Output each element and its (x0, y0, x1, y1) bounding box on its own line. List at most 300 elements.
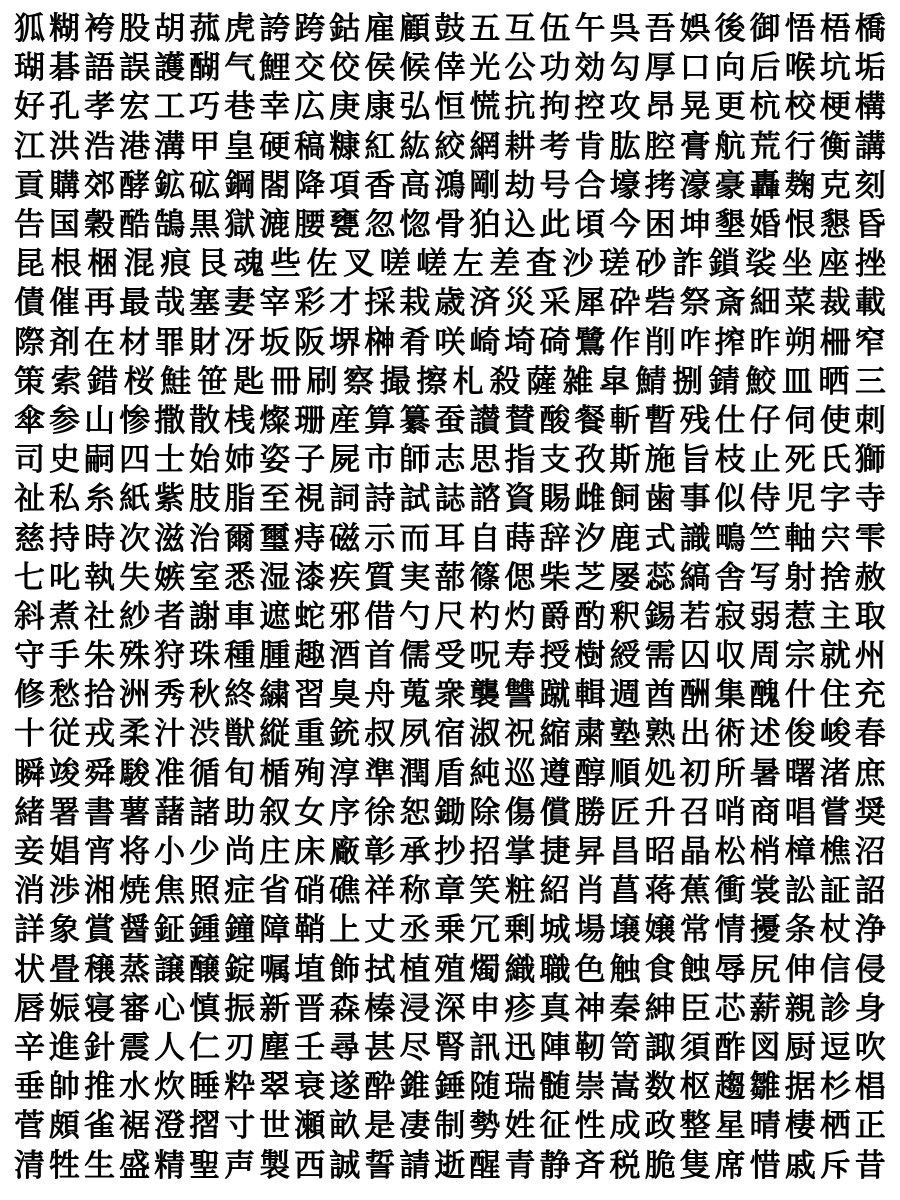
glyph-cell: 進 (49, 1029, 81, 1066)
glyph-cell: 序 (329, 794, 361, 831)
glyph-cell: 酵 (119, 167, 151, 204)
glyph-cell: 史 (49, 442, 81, 479)
glyph-cell: 四 (119, 442, 151, 479)
glyph-cell: 晋 (294, 990, 326, 1027)
glyph-cell: 志 (434, 442, 466, 479)
glyph-cell: 質 (364, 559, 396, 596)
glyph-cell: 思 (469, 442, 501, 479)
glyph-cell: 鵠 (154, 207, 186, 244)
glyph-cell: 屡 (609, 559, 641, 596)
glyph-cell: 行 (784, 128, 816, 165)
glyph-cell: 昌 (609, 834, 641, 871)
glyph-cell: 済 (469, 285, 501, 322)
glyph-cell: 皐 (599, 363, 630, 400)
glyph-cell: 狛 (469, 207, 501, 244)
glyph-cell: 仕 (714, 402, 746, 439)
glyph-cell: 恨 (784, 207, 816, 244)
glyph-cell: 人 (154, 1029, 186, 1066)
glyph-cell: 腎 (434, 1029, 466, 1066)
glyph-row (14, 1146, 886, 1185)
glyph-cell: 爾 (224, 520, 256, 557)
glyph-cell: 随 (469, 1069, 501, 1106)
glyph-row (14, 637, 886, 676)
glyph-cell: 失 (119, 559, 151, 596)
glyph-cell: 商 (749, 794, 781, 831)
glyph-cell: 残 (679, 402, 711, 439)
glyph-cell: 式 (644, 520, 676, 557)
glyph-cell: 耕 (504, 128, 536, 165)
glyph-cell: 償 (539, 794, 571, 831)
glyph-cell: 娼 (49, 834, 81, 871)
glyph-cell: 骨 (434, 207, 466, 244)
glyph-cell: 浸 (399, 990, 431, 1027)
glyph-cell: 醤 (119, 912, 151, 949)
glyph-cell: 桟 (224, 402, 256, 439)
glyph-cell: 靭 (574, 1029, 606, 1066)
glyph-cell: 洪 (49, 128, 81, 165)
glyph-cell: 砦 (644, 285, 676, 322)
glyph-cell: 称 (399, 873, 431, 910)
glyph-cell: 辱 (714, 951, 746, 988)
glyph-cell: 曙 (784, 755, 816, 792)
glyph-cell: 偲 (504, 559, 536, 596)
glyph-cell: 鮭 (160, 363, 192, 400)
glyph-cell: 自 (469, 520, 501, 557)
glyph-cell: 彰 (364, 834, 396, 871)
glyph-cell: 従 (49, 716, 81, 753)
glyph-cell: 挫 (854, 246, 886, 283)
glyph-cell: 唱 (784, 794, 816, 831)
glyph-cell: 江 (14, 128, 45, 165)
glyph-cell: 腔 (644, 128, 676, 165)
glyph-cell: 床 (294, 834, 326, 871)
glyph-cell: 借 (364, 598, 396, 635)
glyph-cell: 住 (819, 677, 851, 714)
glyph-cell: 削 (644, 324, 676, 361)
glyph-cell: 師 (399, 442, 431, 479)
glyph-cell: 鈷 (329, 11, 361, 48)
glyph-cell: 昇 (574, 834, 606, 871)
glyph-cell: 杖 (819, 912, 851, 949)
glyph-cell: 妾 (14, 834, 45, 871)
glyph-cell: 腫 (259, 638, 291, 675)
glyph-cell: 酌 (574, 598, 606, 635)
glyph-cell: 細 (749, 285, 781, 322)
glyph-cell: 酒 (329, 638, 361, 675)
glyph-cell: 鉦 (154, 912, 186, 949)
glyph-cell: 擦 (416, 363, 448, 400)
glyph-cell: 肢 (189, 481, 221, 518)
glyph-cell: 衆 (434, 677, 466, 714)
glyph-cell: 哨 (714, 794, 746, 831)
glyph-cell: 粛 (574, 716, 606, 753)
glyph-row (14, 990, 886, 1029)
glyph-cell: 効 (574, 50, 606, 87)
glyph-cell: 今 (609, 207, 641, 244)
glyph-cell: 醒 (469, 1147, 501, 1184)
glyph-row (14, 284, 886, 323)
glyph-cell: 好 (14, 89, 45, 126)
glyph-cell: 声 (224, 1147, 256, 1184)
glyph-cell: 佼 (329, 50, 361, 87)
glyph-cell: 浄 (854, 912, 886, 949)
glyph-cell: 奨 (854, 794, 886, 831)
glyph-cell: 盛 (119, 1147, 151, 1184)
glyph-cell: 咋 (679, 324, 711, 361)
glyph-cell: 晒 (818, 363, 850, 400)
glyph-cell: 正 (854, 1108, 886, 1145)
glyph-cell: 此 (539, 207, 571, 244)
glyph-cell: 渋 (189, 716, 221, 753)
glyph-cell: 姿 (259, 442, 291, 479)
glyph-cell: 旬 (224, 755, 256, 792)
glyph-cell: 国 (49, 207, 81, 244)
glyph-cell: 合 (574, 167, 606, 204)
glyph-cell: 数 (644, 1069, 676, 1106)
glyph-cell: 場 (574, 912, 606, 949)
glyph-cell: 餐 (574, 402, 606, 439)
glyph-cell: 捷 (539, 834, 571, 871)
glyph-cell: 酢 (714, 1029, 746, 1066)
glyph-cell: 聖 (189, 1147, 221, 1184)
glyph-cell: 爵 (539, 598, 571, 635)
glyph-cell: 材 (119, 324, 151, 361)
glyph-grid (14, 10, 886, 1190)
glyph-row (14, 1029, 886, 1068)
glyph-cell: 牲 (49, 1147, 81, 1184)
glyph-cell: 散 (189, 402, 221, 439)
glyph-cell: 襲 (469, 677, 501, 714)
glyph-cell: 識 (679, 520, 711, 557)
glyph-cell: 芝 (574, 559, 606, 596)
glyph-cell: 枢 (679, 1069, 711, 1106)
glyph-cell: 蔀 (434, 559, 466, 596)
glyph-cell: 椙 (854, 1069, 886, 1106)
glyph-row (14, 1107, 886, 1146)
glyph-cell: 匙 (233, 363, 265, 400)
glyph-cell: 剤 (49, 324, 81, 361)
glyph-cell: 青 (504, 1147, 536, 1184)
glyph-cell: 肴 (399, 324, 431, 361)
glyph-cell: 資 (504, 481, 536, 518)
glyph-cell: 燭 (469, 951, 501, 988)
glyph-cell: 児 (784, 481, 816, 518)
glyph-cell: 辛 (14, 1029, 45, 1066)
glyph-cell: 鹿 (609, 520, 641, 557)
glyph-cell: 肯 (574, 128, 606, 165)
glyph-cell: 催 (49, 285, 81, 322)
glyph-cell: 渉 (49, 873, 81, 910)
glyph-cell: 誓 (364, 1147, 396, 1184)
glyph-cell: 取 (854, 598, 886, 635)
glyph-cell: 詐 (672, 246, 704, 283)
glyph-cell: 吾 (644, 11, 676, 48)
glyph-cell: 雫 (854, 520, 886, 557)
glyph-cell: 謝 (189, 598, 221, 635)
glyph-cell: 裁 (819, 285, 851, 322)
glyph-cell: 昂 (644, 89, 676, 126)
glyph-cell: 互 (504, 11, 536, 48)
glyph-cell: 顧 (399, 11, 431, 48)
glyph-cell: 色 (574, 951, 606, 988)
glyph-row (14, 49, 886, 88)
glyph-cell: 蒔 (504, 520, 536, 557)
glyph-cell: 遵 (539, 755, 571, 792)
glyph-cell: 遮 (259, 598, 291, 635)
glyph-cell: 坑 (819, 50, 851, 87)
glyph-cell: 順 (609, 755, 641, 792)
glyph-cell: 西 (294, 1147, 326, 1184)
glyph-cell: 司 (14, 442, 45, 479)
glyph-cell: 就 (819, 638, 851, 675)
glyph-cell: 升 (644, 794, 676, 831)
glyph-cell: 込 (504, 207, 536, 244)
glyph-row (14, 10, 886, 49)
glyph-cell: 席 (714, 1147, 746, 1184)
glyph-cell: 飾 (329, 951, 361, 988)
glyph-cell: 女 (294, 794, 326, 831)
glyph-cell: 巡 (504, 755, 536, 792)
glyph-cell: 勝 (574, 794, 606, 831)
glyph-cell: 垢 (854, 50, 886, 87)
glyph-cell: 痔 (294, 520, 326, 557)
glyph-cell: 栖 (819, 1108, 851, 1145)
glyph-cell: 参 (49, 402, 81, 439)
glyph-cell: 菖 (609, 873, 641, 910)
glyph-cell: 誠 (329, 1147, 361, 1184)
glyph-cell: 使 (819, 402, 851, 439)
glyph-cell: 棲 (784, 1108, 816, 1145)
glyph-cell: 諏 (644, 1029, 676, 1066)
glyph-row (14, 559, 886, 598)
glyph-cell: 祝 (504, 716, 536, 753)
glyph-cell: 寿 (504, 638, 536, 675)
glyph-cell: 紙 (119, 481, 151, 518)
glyph-cell: 情 (714, 912, 746, 949)
glyph-cell: 尚 (224, 834, 256, 871)
glyph-cell: 叱 (49, 559, 81, 596)
glyph-cell: 更 (714, 89, 746, 126)
glyph-cell: 惹 (784, 598, 816, 635)
glyph-cell: 刻 (854, 167, 886, 204)
glyph-cell: 錆 (708, 363, 740, 400)
glyph-cell: 讃 (469, 402, 501, 439)
glyph-cell: 嗟 (379, 246, 411, 283)
glyph-row (14, 911, 886, 950)
glyph-cell: 耳 (434, 520, 466, 557)
glyph-cell: 疹 (504, 990, 536, 1027)
glyph-row (14, 128, 886, 167)
glyph-cell: 囚 (679, 638, 711, 675)
glyph-cell: 州 (854, 638, 886, 675)
glyph-cell: 訟 (784, 873, 816, 910)
glyph-cell: 震 (119, 1029, 151, 1066)
glyph-cell: 助 (224, 794, 256, 831)
glyph-cell: 植 (399, 951, 431, 988)
glyph-cell: 水 (119, 1069, 151, 1106)
glyph-cell: 斜 (14, 598, 45, 635)
glyph-cell: 轟 (749, 167, 781, 204)
glyph-cell: 澄 (154, 1108, 186, 1145)
glyph-cell: 小 (154, 834, 186, 871)
glyph-cell: 舎 (714, 559, 746, 596)
glyph-cell: 趣 (294, 638, 326, 675)
glyph-cell: 后 (749, 50, 781, 87)
glyph-cell: 尽 (399, 1029, 431, 1066)
glyph-cell: 考 (539, 128, 571, 165)
glyph-cell: 焼 (119, 873, 151, 910)
glyph-cell: 裾 (119, 1108, 151, 1145)
glyph-cell: 支 (539, 442, 571, 479)
glyph-cell: 寂 (714, 598, 746, 635)
glyph-cell: 忽 (364, 207, 396, 244)
glyph-cell: 勺 (399, 598, 431, 635)
glyph-cell: 鋤 (434, 794, 466, 831)
glyph-cell: 翠 (259, 1069, 291, 1106)
glyph-cell: 醜 (749, 677, 781, 714)
glyph-cell: 死 (784, 442, 816, 479)
glyph-cell: 篠 (469, 559, 501, 596)
glyph-cell: 姉 (224, 442, 256, 479)
glyph-cell: 鍾 (189, 912, 221, 949)
glyph-cell: 勾 (609, 50, 641, 87)
glyph-cell: 政 (644, 1108, 676, 1145)
glyph-cell: 垂 (14, 1069, 45, 1106)
glyph-cell: 艮 (196, 246, 228, 283)
glyph-cell: 柵 (819, 324, 851, 361)
glyph-cell: 晴 (749, 1108, 781, 1145)
glyph-cell: 漉 (259, 207, 291, 244)
glyph-cell: 舟 (364, 677, 396, 714)
glyph-cell: 胡 (154, 11, 186, 48)
glyph-cell: 醇 (574, 755, 606, 792)
glyph-cell: 菜 (784, 285, 816, 322)
glyph-cell: 需 (644, 638, 676, 675)
glyph-cell: 燦 (259, 402, 291, 439)
glyph-cell: 穣 (84, 951, 116, 988)
glyph-cell: 誇 (259, 11, 291, 48)
glyph-cell: 宗 (784, 638, 816, 675)
glyph-cell: 虎 (224, 11, 256, 48)
glyph-cell: 灼 (504, 598, 536, 635)
glyph-cell: 殖 (434, 951, 466, 988)
glyph-cell: 伍 (539, 11, 571, 48)
glyph-cell: 網 (469, 128, 501, 165)
glyph-cell: 乗 (434, 912, 466, 949)
glyph-cell: 宏 (119, 89, 151, 126)
glyph-cell: 抗 (504, 89, 536, 126)
glyph-cell: 气 (224, 50, 256, 87)
glyph-cell: 壬 (294, 1029, 326, 1066)
glyph-cell: 据 (784, 1069, 816, 1106)
glyph-cell: 縦 (259, 716, 291, 753)
glyph-cell: 錐 (399, 1069, 431, 1106)
glyph-cell: 香 (364, 167, 396, 204)
glyph-cell: 広 (294, 89, 326, 126)
glyph-cell: 首 (364, 638, 396, 675)
glyph-cell: 午 (574, 11, 606, 48)
glyph-cell: 算 (364, 402, 396, 439)
glyph-cell: 再 (84, 285, 116, 322)
glyph-cell: 獅 (854, 442, 886, 479)
glyph-cell: 炊 (154, 1069, 186, 1106)
glyph-row (14, 872, 886, 911)
glyph-cell: 錯 (87, 363, 119, 400)
glyph-cell: 港 (119, 128, 151, 165)
glyph-cell: 撮 (379, 363, 411, 400)
glyph-cell: 紘 (399, 128, 431, 165)
glyph-cell: 斥 (819, 1147, 851, 1184)
glyph-cell: 珠 (189, 638, 221, 675)
glyph-cell: 儒 (399, 638, 431, 675)
glyph-cell: 幸 (259, 89, 291, 126)
glyph-cell: 十 (14, 716, 45, 753)
glyph-cell: 塵 (259, 1029, 291, 1066)
glyph-cell: 雛 (749, 1069, 781, 1106)
glyph-cell: 鷺 (574, 324, 606, 361)
glyph-cell: 軸 (784, 520, 816, 557)
glyph-cell: 歯 (644, 481, 676, 518)
glyph-cell: 娠 (49, 990, 81, 1027)
glyph-cell: 処 (644, 755, 676, 792)
glyph-cell: 梱 (87, 246, 119, 283)
glyph-cell: 上 (329, 912, 361, 949)
glyph-cell: 汐 (574, 520, 606, 557)
glyph-cell: 掌 (504, 834, 536, 871)
glyph-cell: 郊 (84, 167, 116, 204)
glyph-cell: 匠 (609, 794, 641, 831)
glyph-cell: 弱 (749, 598, 781, 635)
glyph-cell: 瑚 (14, 50, 45, 87)
glyph-cell: 信 (819, 951, 851, 988)
glyph-cell: 甕 (329, 207, 361, 244)
glyph-cell: 厨 (784, 1029, 816, 1066)
glyph-cell: 桜 (123, 363, 155, 400)
glyph-cell: 宍 (819, 520, 851, 557)
glyph-cell: 昏 (854, 207, 886, 244)
glyph-cell: 署 (49, 794, 81, 831)
glyph-cell: 堺 (329, 324, 361, 361)
glyph-cell: 樟 (784, 834, 816, 871)
glyph-cell: 審 (119, 990, 151, 1027)
glyph-cell: 跨 (294, 11, 326, 48)
glyph-cell: 刷 (306, 363, 338, 400)
glyph-cell: 困 (644, 207, 676, 244)
glyph-cell: 硝 (294, 873, 326, 910)
glyph-cell: 擾 (749, 912, 781, 949)
glyph-cell: 購 (49, 167, 81, 204)
glyph-cell: 渚 (819, 755, 851, 792)
glyph-cell: 誌 (434, 481, 466, 518)
glyph-cell: 溝 (154, 128, 186, 165)
glyph-cell: 衰 (294, 1069, 326, 1106)
glyph-cell: 校 (784, 89, 816, 126)
glyph-cell: 瞬 (14, 755, 45, 792)
glyph-cell: 戚 (784, 1147, 816, 1184)
glyph-cell: 袴 (84, 11, 116, 48)
glyph-cell: 降 (294, 167, 326, 204)
glyph-cell: 塾 (609, 716, 641, 753)
glyph-cell: 沙 (562, 246, 594, 283)
glyph-cell: 剰 (504, 912, 536, 949)
glyph-cell: 候 (399, 50, 431, 87)
glyph-cell: 秀 (154, 677, 186, 714)
glyph-cell: 治 (189, 520, 221, 557)
glyph-cell: 哉 (154, 285, 186, 322)
glyph-cell: 滋 (154, 520, 186, 557)
glyph-cell: 縞 (679, 559, 711, 596)
glyph-cell: 甲 (189, 128, 221, 165)
